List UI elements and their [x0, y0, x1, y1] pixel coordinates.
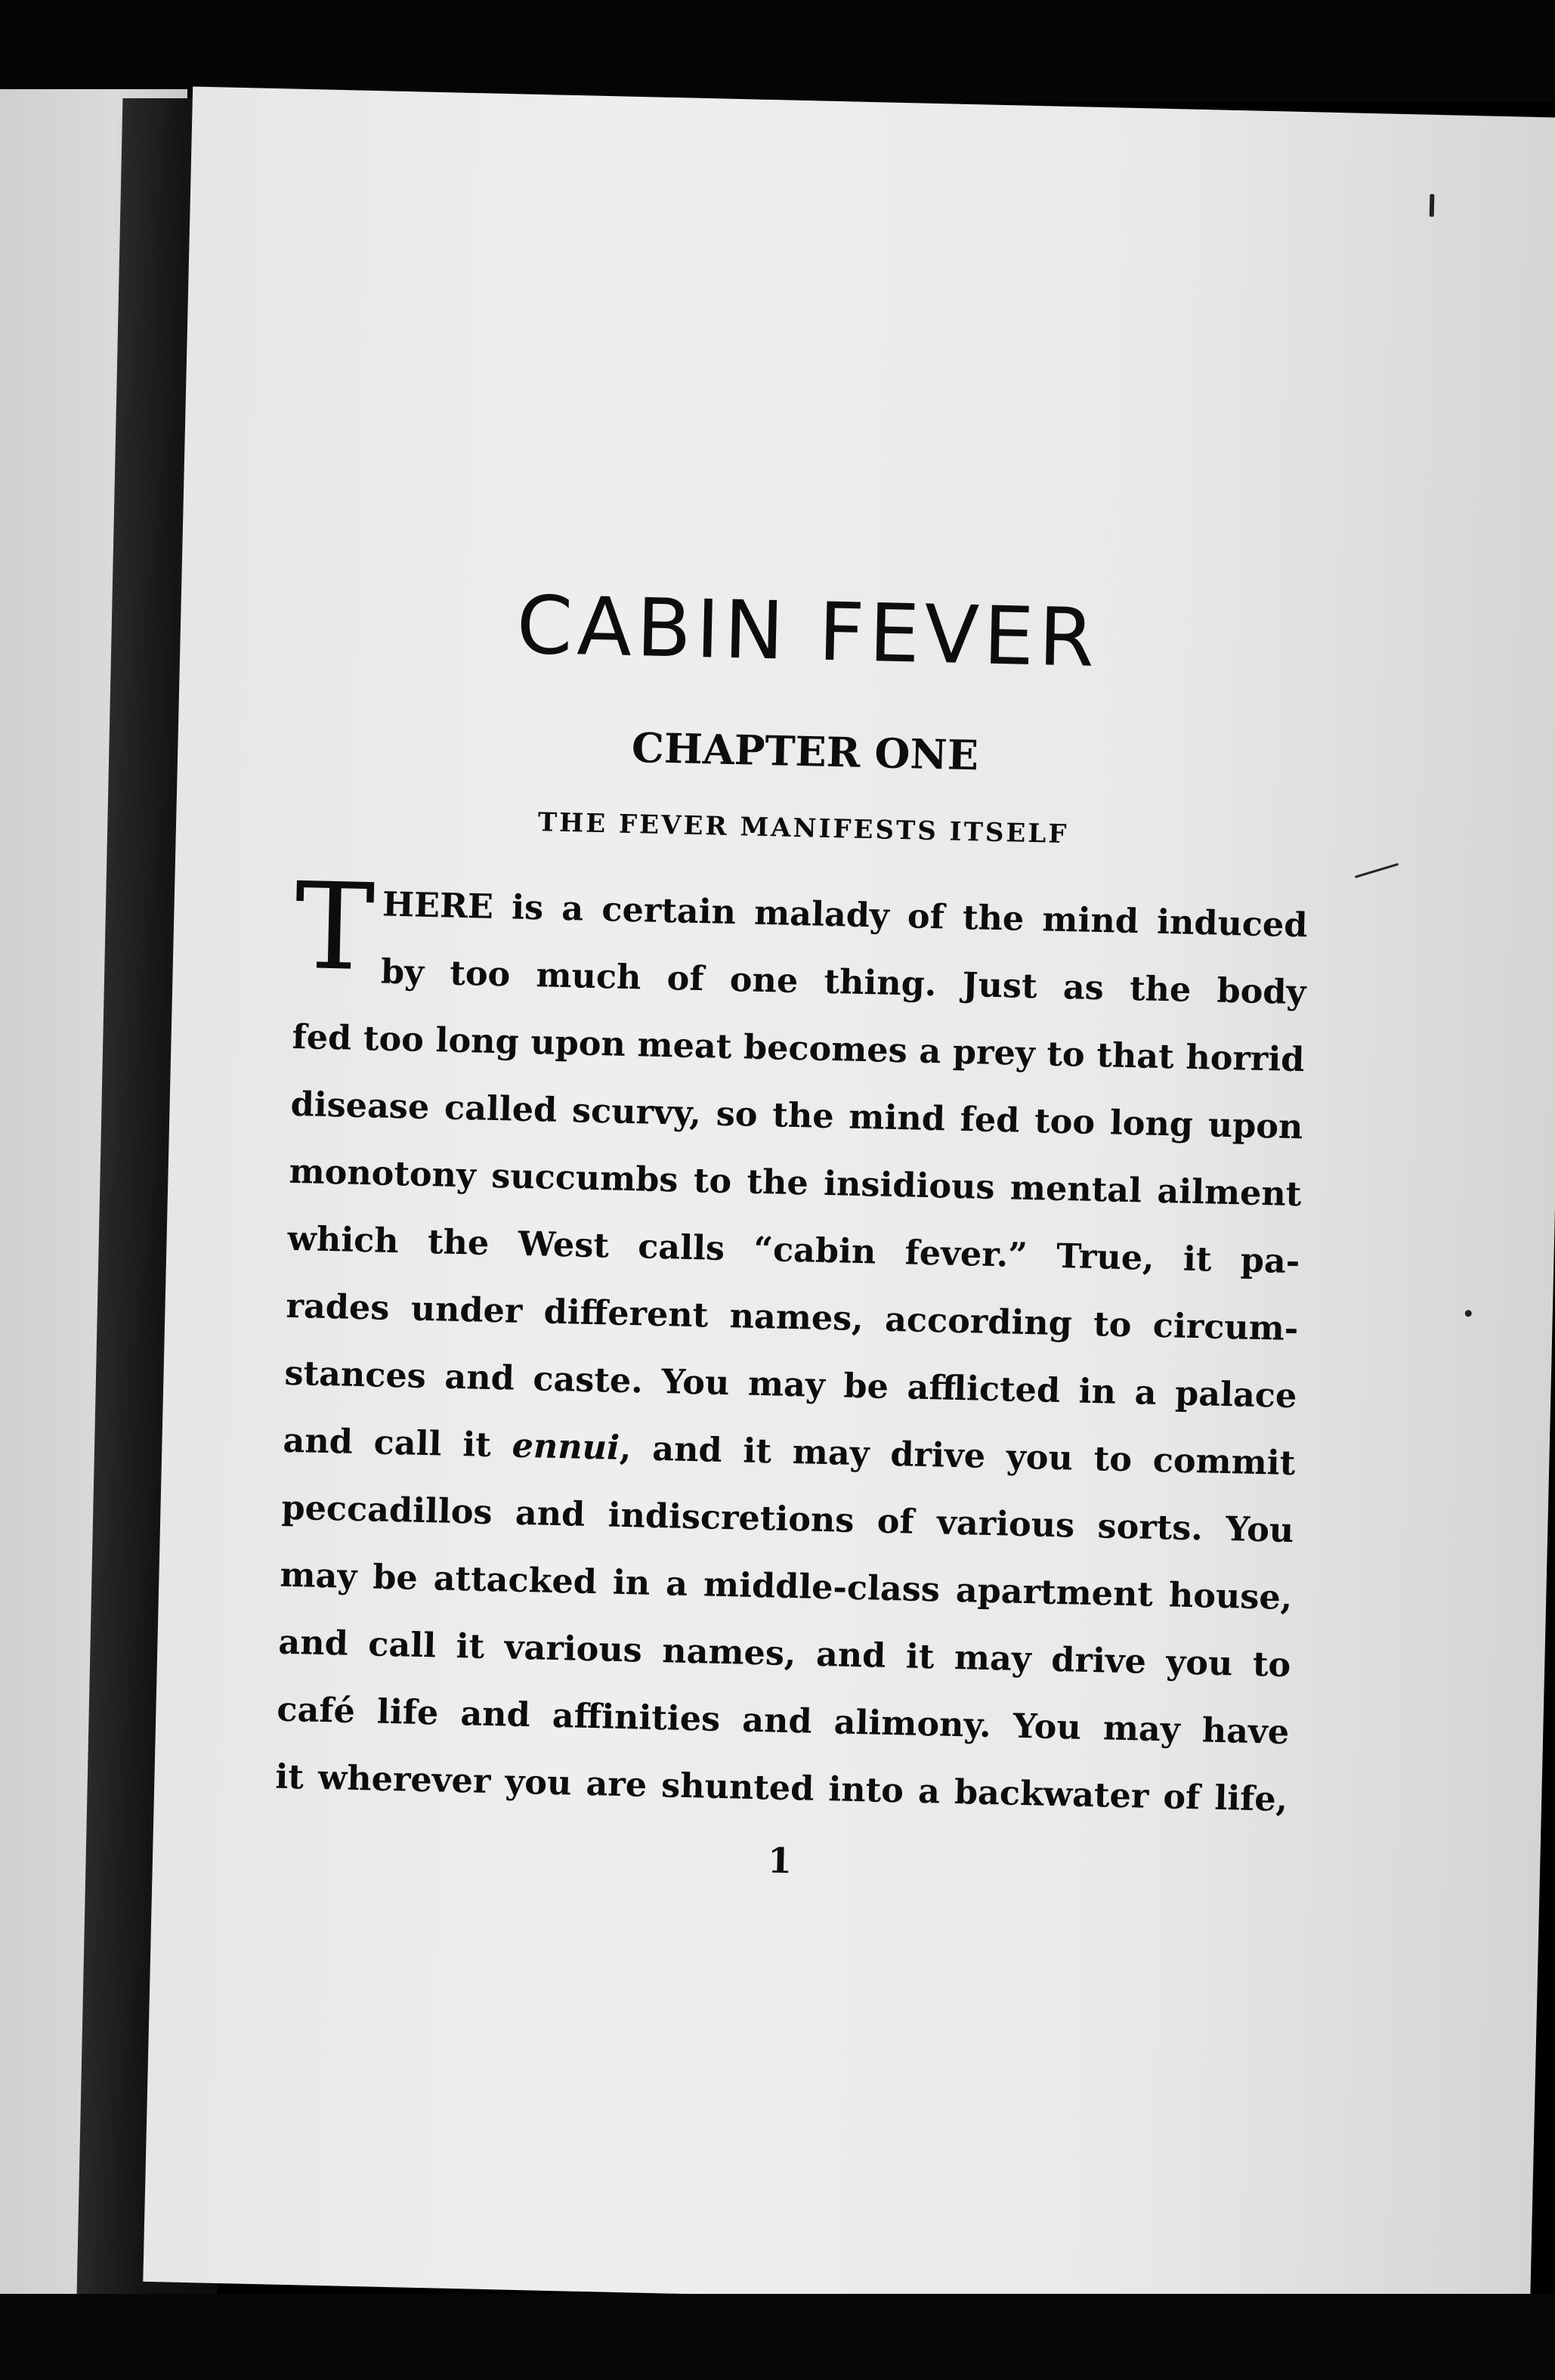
- text-line: by too much of one thing. Just as the body: [380, 952, 1306, 1013]
- text-line: disease called scurvy, so the mind fed too long upon: [290, 1084, 1303, 1147]
- text-line: it wherever you are shunted into a backwater of life,: [274, 1756, 1288, 1819]
- text-line: rades under different names, according to circum-: [286, 1286, 1299, 1349]
- book-page: [143, 87, 1555, 2313]
- page-number: 1: [767, 1840, 793, 1882]
- drop-cap: T: [292, 856, 376, 998]
- text-line: fed too long upon meat becomes a prey to that horrid: [292, 1017, 1305, 1080]
- emphasis-word: ennui: [512, 1425, 620, 1468]
- text-line: peccadillos and indiscretions of various sorts. You: [280, 1487, 1294, 1551]
- book-title: CABIN FEVER: [515, 578, 1100, 685]
- text-line: monotony succumbs to the insidious mental ailment: [289, 1151, 1302, 1215]
- text-line: HERE is a certain malady of the mind induced: [382, 884, 1308, 946]
- scan-scratch: [1355, 863, 1399, 878]
- text-line: café life and affinities and alimony. You may have: [276, 1689, 1290, 1753]
- scan-speck: [1465, 1310, 1472, 1317]
- body-paragraph: [274, 856, 1308, 1834]
- scan-scratch: [1430, 194, 1435, 217]
- text-line: and call it various names, and it may drive you to: [277, 1622, 1291, 1685]
- text-line: stances and caste. You may be afflicted in a palace: [284, 1353, 1297, 1416]
- text-line: may be attacked in a middle-class apartment house,: [279, 1555, 1293, 1618]
- page-content: [274, 580, 1315, 1893]
- scan-border-top: [0, 0, 1555, 102]
- scan-border-bottom: [0, 2294, 1555, 2380]
- text-line: and call it ennui, and it may drive you to commit: [282, 1420, 1296, 1484]
- chapter-heading: CHAPTER ONE: [631, 723, 979, 780]
- chapter-subtitle: THE FEVER MANIFESTS ITSELF: [537, 807, 1069, 850]
- text-line: which the West calls “cabin fever.” True, it pa-: [287, 1218, 1300, 1282]
